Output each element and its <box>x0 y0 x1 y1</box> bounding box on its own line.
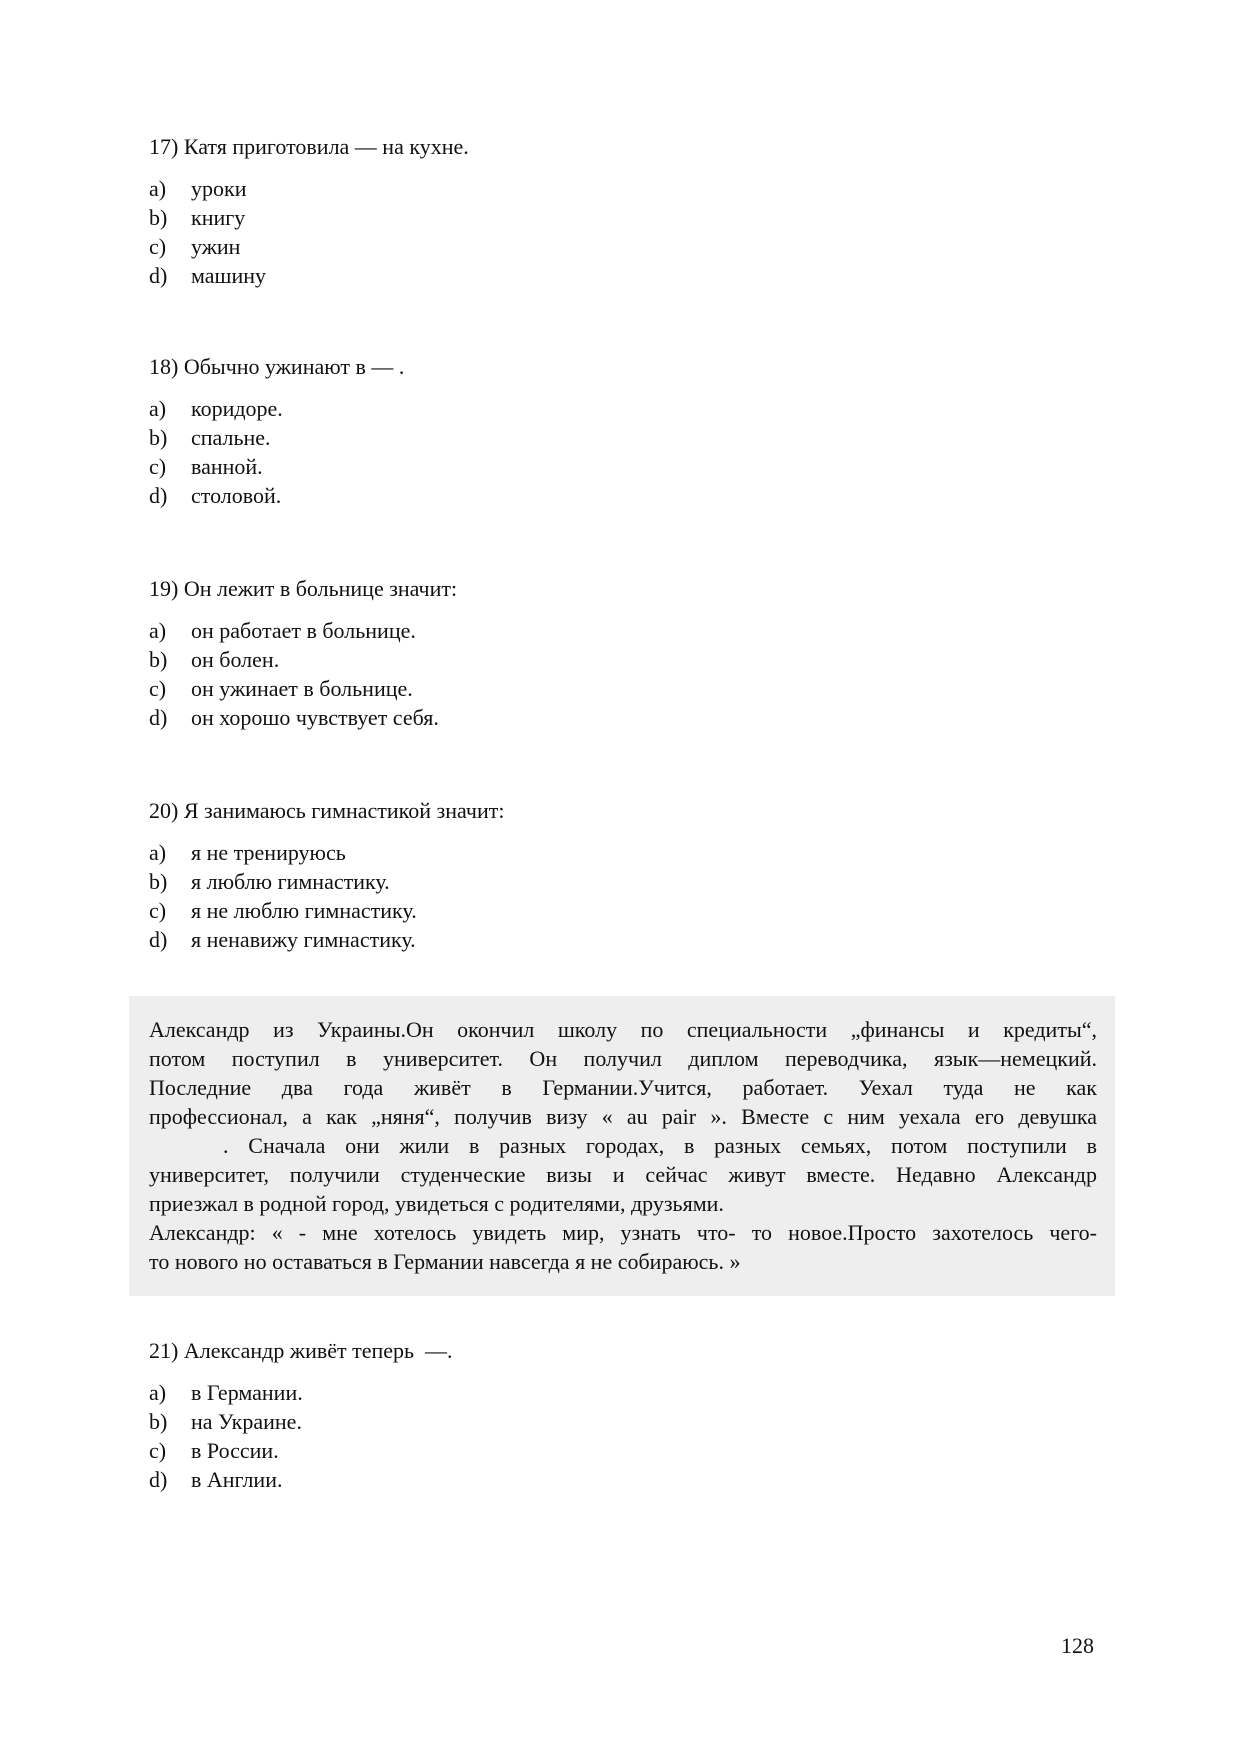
option-item <box>149 704 1109 733</box>
option-letter: b) <box>149 204 168 230</box>
option-letter: c) <box>149 1437 167 1463</box>
question-stem: 21) Александр живёт теперь —. <box>149 1338 453 1363</box>
option-text: в России. <box>191 1437 279 1463</box>
option-item <box>149 675 1109 704</box>
option-list <box>149 839 1109 955</box>
passage-line: профессионал, а как „няня“, получив визу « au pair ». Вместе с ним уехала его девушка <box>149 1104 1097 1129</box>
reading-passage <box>129 996 1115 1296</box>
option-item <box>149 1466 1109 1495</box>
option-item <box>149 868 1109 897</box>
option-text: я не тренируюсь <box>191 839 346 865</box>
question-stem: 19) Он лежит в больнице значит: <box>149 576 458 601</box>
option-text: я не люблю гимнастику. <box>191 897 417 923</box>
option-letter: d) <box>149 262 168 288</box>
option-item <box>149 617 1109 646</box>
option-text: он хорошо чувствует себя. <box>191 704 439 730</box>
passage-line: Александр: « - мне хотелось увидеть мир, узнать что- то новое.Просто захотелось чего- <box>149 1220 1097 1245</box>
passage-line: то нового но оставаться в Германии навсегда я не собираюсь. » <box>149 1249 741 1274</box>
option-text: машину <box>191 262 267 288</box>
option-letter: a) <box>149 839 167 865</box>
option-letter: a) <box>149 1379 167 1405</box>
option-letter: b) <box>149 424 168 450</box>
passage-line: университет, получили студенческие визы и сейчас живут вместе. Недавно Александр <box>149 1162 1097 1187</box>
passage-line: Александр из Украины.Он окончил школу по специальности „финансы и кредиты“, <box>149 1017 1097 1042</box>
question-17 <box>149 133 1109 291</box>
question-stem: 17) Катя приготовила — на кухне. <box>149 134 469 159</box>
passage-line: приезжал в родной город, увидеться с родителями, друзьями. <box>149 1191 724 1216</box>
option-text: спальне. <box>191 424 271 450</box>
option-letter: d) <box>149 704 168 730</box>
passage-line: Последние два года живёт в Германии.Учится, работает. Уехал туда не как <box>149 1075 1097 1100</box>
option-item <box>149 262 1109 291</box>
option-letter: d) <box>149 1466 168 1492</box>
option-item <box>149 175 1109 204</box>
option-item <box>149 453 1109 482</box>
option-text: в Англии. <box>191 1466 283 1492</box>
option-text: книгу <box>191 204 246 230</box>
question-stem: 20) Я занимаюсь гимнастикой значит: <box>149 798 505 823</box>
option-letter: c) <box>149 675 167 701</box>
option-item <box>149 1437 1109 1466</box>
option-letter: a) <box>149 617 167 643</box>
option-item <box>149 1379 1109 1408</box>
option-letter: c) <box>149 453 167 479</box>
question-21 <box>149 1337 1109 1495</box>
option-letter: c) <box>149 233 167 259</box>
passage-line: потом поступил в университет. Он получил диплом переводчика, язык—немецкий. <box>149 1046 1097 1071</box>
option-text: уроки <box>191 175 247 201</box>
option-text: ужин <box>191 233 241 259</box>
question-18 <box>149 353 1109 511</box>
option-item <box>149 897 1109 926</box>
option-text: на Украине. <box>191 1408 302 1434</box>
option-item <box>149 424 1109 453</box>
question-stem: 18) Обычно ужинают в — . <box>149 354 405 379</box>
option-list <box>149 175 1109 291</box>
option-letter: d) <box>149 926 168 952</box>
option-letter: b) <box>149 1408 168 1434</box>
option-text: он работает в больнице. <box>191 617 416 643</box>
option-item <box>149 646 1109 675</box>
option-item <box>149 395 1109 424</box>
passage-line: . Сначала они жили в разных городах, в разных семьях, потом поступили в <box>223 1133 1097 1158</box>
option-list <box>149 1379 1109 1495</box>
option-list <box>149 395 1109 511</box>
option-text: он болен. <box>191 646 280 672</box>
option-text: в Германии. <box>191 1379 303 1405</box>
page-number: 128 <box>1061 1633 1094 1658</box>
option-list <box>149 617 1109 733</box>
option-letter: b) <box>149 646 168 672</box>
option-item <box>149 1408 1109 1437</box>
option-item <box>149 482 1109 511</box>
option-text: я ненавижу гимнастику. <box>191 926 416 952</box>
question-20 <box>149 797 1109 955</box>
option-letter: a) <box>149 175 167 201</box>
option-item <box>149 839 1109 868</box>
option-item <box>149 233 1109 262</box>
option-letter: b) <box>149 868 168 894</box>
option-letter: d) <box>149 482 168 508</box>
option-text: он ужинает в больнице. <box>191 675 413 701</box>
option-text: столовой. <box>191 482 282 508</box>
question-19 <box>149 575 1109 733</box>
option-text: ванной. <box>191 453 263 479</box>
option-letter: a) <box>149 395 167 421</box>
option-text: коридоре. <box>191 395 283 421</box>
option-text: я люблю гимнастику. <box>191 868 390 894</box>
option-item <box>149 204 1109 233</box>
option-item <box>149 926 1109 955</box>
option-letter: c) <box>149 897 167 923</box>
